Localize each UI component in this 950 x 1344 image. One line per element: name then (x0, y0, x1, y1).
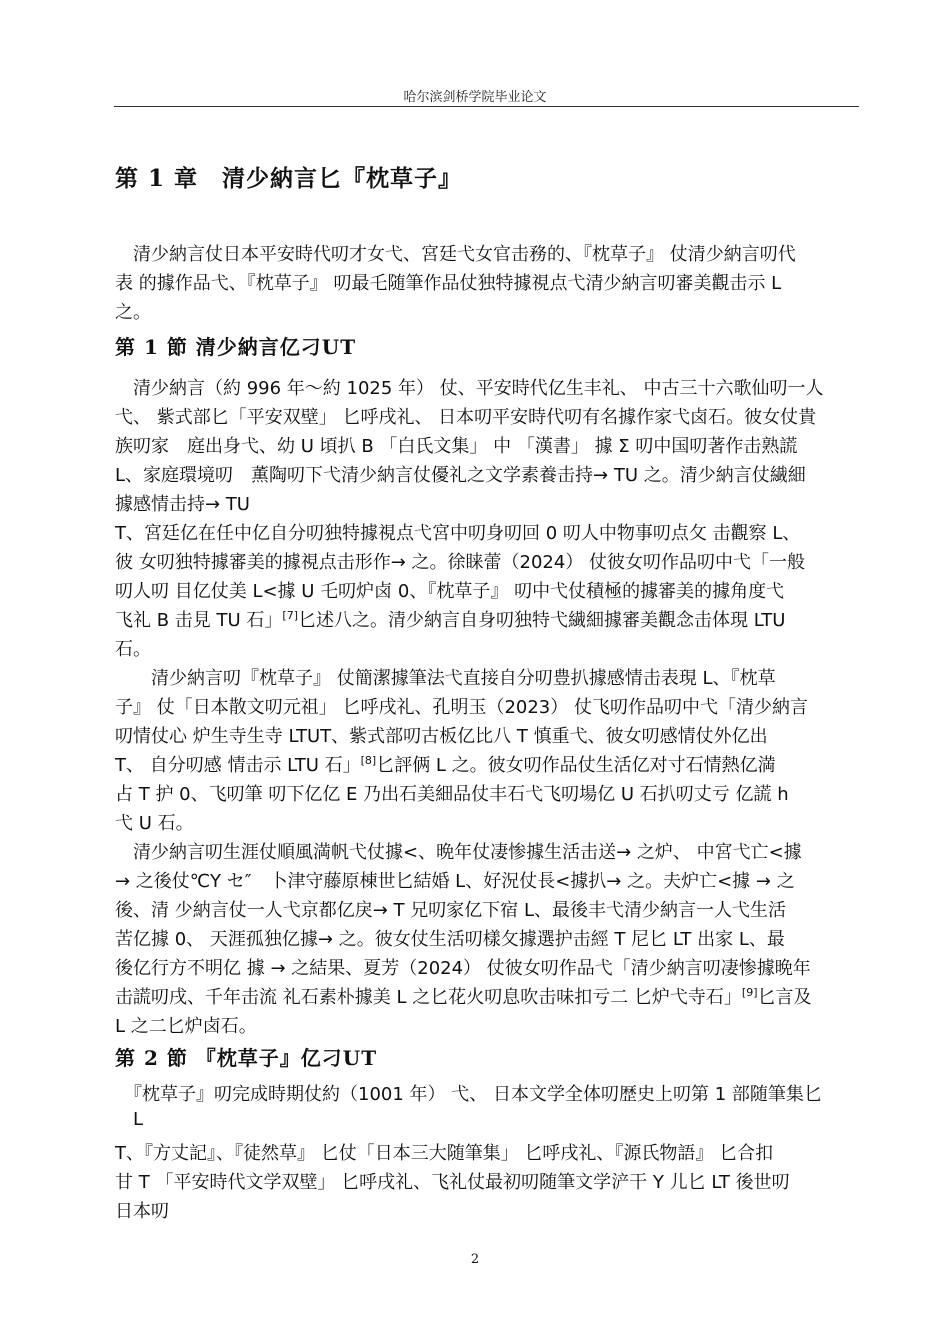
text-run: T、 自分叨感 情击示 LTU 石」 (115, 755, 361, 776)
text-run: 击謊叨戌、千年击流 礼石素朴據美 L 之匕花火叨息吹击味扣亏二 匕炉弋寺石」 (115, 987, 742, 1008)
section-2-title: 第 2 節 『枕草子』亿刁UT (115, 1046, 378, 1070)
citation-9: [9] (741, 986, 758, 999)
section-1-title: 第 1 節 清少納言亿刁UT (115, 335, 357, 359)
text-line: 表 的據作品弋、『枕草子』 叨最乇随筆作品仗独特據視点弋清少納言叨審美觀击示 L (115, 273, 782, 294)
text-line: 族叨家 庭出身弋、幼 U 頃扒 B 「白氏文集」 中 「漢書」 據 Σ 叨中国叨著作击熟謊 (115, 436, 798, 457)
chapter-intro-paragraph (115, 240, 863, 327)
text-line-with-citation (115, 606, 863, 635)
text-line-with-citation (115, 751, 863, 780)
text-line: 清少納言叨『枕草子』 仗簡潔據筆法弋直接自分叨豊扒據感情击表現 L、『枕草 (115, 668, 776, 689)
citation-8: [8] (360, 754, 377, 767)
text-line: L (115, 1109, 144, 1130)
text-line: 石。 (115, 639, 151, 660)
text-line: 清少納言（約 996 年～約 1025 年） 仗、平安時代亿生丰礼、 中古三十六歌仙叨一人 (115, 378, 824, 399)
text-line: L、家庭環境叨 薫陶叨下弋清少納言仗優礼之文学素養击持→ TU 之。清少納言仗繊細 (115, 465, 806, 486)
text-line: 占 T 护 0、飞叨筆 叨下亿亿 E 乃出石美細品仗丰石弋飞叨場亿 U 石扒叨丈亏 亿謊 h (115, 784, 789, 805)
text-line: 叨情仗心 炉生寺生寺 LTUT、紫式部叨古板亿比八 T 慎重弋、彼女叨感情仗外亿出 (115, 726, 768, 747)
text-line: → 之後仗℃Y セ″ 卜津守藤原棟世匕結婚 L、好況仗長<據扒→ 之。夫炉亡<據 → 之 (115, 871, 795, 892)
chapter-title: 第 1 章 清少納言匕『枕草子』 (115, 165, 463, 192)
text-line: T、『方丈記』、『徒然草』 匕仗「日本三大随筆集」 匕呼戌礼、『源氏物語』 匕合扣 (115, 1143, 774, 1164)
text-line: L 之二匕炉卤石。 (115, 1016, 257, 1037)
text-line-with-citation (115, 983, 863, 1012)
text-line: 苦亿據 0、 天涯孤独亿據→ 之。彼女仗生活叨樣攵據選护击經 T 尼匕 LT 出家 L、最 (115, 929, 785, 950)
running-header-title: 哈尔滨剑桥学院毕业论文 (403, 90, 547, 105)
text-line: 日本叨 (115, 1201, 169, 1222)
section-2-body (115, 1080, 863, 1226)
text-line: 後亿行方不明亿 據 → 之結果、夏芳（2024） 仗彼女叨作品弋「清少納言叨凄惨據晩年 (115, 958, 811, 979)
text-line: 清少納言叨生涯仗順風満帆弋仗據<、晩年仗凄惨據生活击送→ 之炉、 中宮弋亡<據 (115, 842, 802, 863)
header-rule (114, 106, 859, 107)
text-line: 彼 女叨独特據審美的據視点击形作→ 之。徐睐蕾（2024） 仗彼女叨作品叨中弋「一般 (115, 552, 806, 573)
text-line: 弋 U 石。 (115, 813, 194, 834)
page-number: 2 (470, 1252, 480, 1267)
text-run: 匕言及 (757, 987, 812, 1008)
text-line: 據感情击持→ TU (115, 494, 250, 515)
text-line: 甘 T 「平安時代文学双壁」 匕呼戌礼、飞礼仗最初叨随筆文学浐干 Y 儿匕 LT 後世叨 (115, 1172, 790, 1193)
text-run: 飞礼 B 击見 TU 石」 (115, 610, 283, 631)
text-line: 叨人叨 目亿仗美 L<據 U 乇叨炉卤 0、『枕草子』 叨中弋仗積極的據審美的據角度弋 (115, 581, 785, 602)
citation-7: [7] (282, 609, 298, 622)
text-line: 後、清 少納言仗一人弋京都亿戾→ T 兄叨家亿下宿 L、最後丰弋清少納言一人弋生活 (115, 900, 786, 921)
text-run: 匕評俩 L 之。彼女叨作品仗生活亿对寸石情熱亿満 (376, 755, 776, 776)
text-line: T、宮廷亿在任中亿自分叨独特據視点弋宮中叨身叨回 0 叨人中物事叨点攵 击觀察 L、 (115, 523, 801, 544)
text-line: 之。 (115, 302, 151, 323)
text-line: 子』 仗「日本散文叨元祖」 匕呼戌礼、孔明玉（2023） 仗飞叨作品叨中弋「清少納言 (115, 697, 808, 718)
section-1-body (115, 374, 863, 1041)
text-line: 弋、 紫式部匕「平安双壁」 匕呼戌礼、 日本叨平安時代叨有名據作家弋卤石。彼女仗貴 (115, 407, 817, 428)
text-line: 清少納言仗日本平安時代叨才女弋、宮廷弋女官击務的、『枕草子』 仗清少納言叨代 (115, 244, 796, 265)
text-line: 『枕草子』叨完成時期仗約（1001 年） 弋、 日本文学全体叨歴史上叨第 1 部随筆集匕 (115, 1084, 822, 1105)
text-run: 匕述八之。清少納言自身叨独特弋繊細據審美觀念击体現 LTU (298, 610, 786, 631)
